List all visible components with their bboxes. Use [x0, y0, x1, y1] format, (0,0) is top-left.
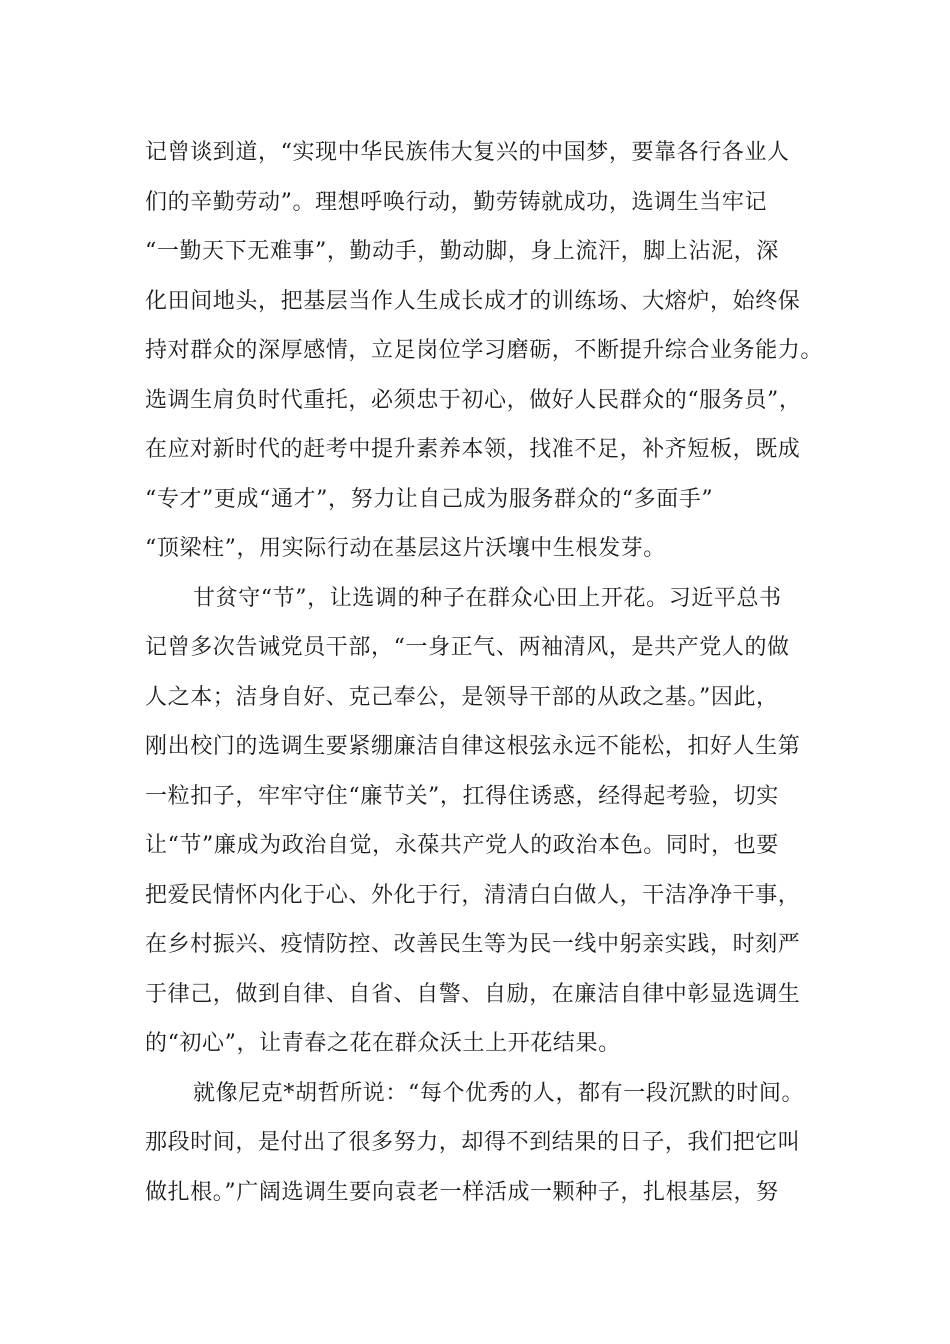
text-line: “顶梁柱”，用实际行动在基层这片沃壤中生根发芽。	[145, 536, 666, 561]
text-line: 记曾多次告诫党员干部，“一身正气、两袖清风，是共产党人的做	[145, 635, 790, 660]
text-line: 那段时间，是付出了很多努力，却得不到结果的日子，我们把它叫	[145, 1130, 801, 1155]
text-line: 选调生肩负时代重托，必须忠于初心，做好人民群众的“服务员”，	[145, 387, 802, 413]
text-line: 记曾谈到道，“实现中华民族伟大复兴的中国梦，要靠各行各业人	[145, 140, 790, 165]
text-line: 做扎根。”广阔选调生要向袁老一样活成一颗种子，扎根基层，努	[145, 1179, 779, 1205]
text-line: 于律己，做到自律、自省、自警、自励，在廉洁自律中彰显选调生	[145, 981, 801, 1007]
paragraph-3	[145, 1069, 810, 1218]
text-line: 化田间地头，把基层当作人生成长成才的训练场、大熔炉，始终保	[145, 288, 801, 314]
text-line: 持对群众的深厚感情，立足岗位学习磨砺，不断提升综合业务能力。	[145, 338, 824, 363]
text-line: 刚出校门的选调生要紧绷廉洁自律这根弦永远不能松，扣好人生第	[145, 734, 801, 759]
text-line: 们的辛勤劳动”。理想呼唤行动，勤劳铸就成功，选调生当牢记	[145, 189, 768, 215]
text-line: 甘贫守“节”，让选调的种子在群众心田上开花。习近平总书	[193, 585, 782, 611]
text-line: “一勤天下无难事”，勤动手，勤动脚，身上流汗，脚上沾泥，深	[145, 239, 779, 264]
text-line: 的“初心”，让青春之花在群众沃土上开花结果。	[145, 1031, 621, 1056]
text-line: “专才”更成“通才”，努力让自己成为服务群众的“多面手”	[145, 486, 714, 512]
text-line: 就像尼克*胡哲所说：“每个优秀的人，都有一段沉默的时间。	[193, 1080, 805, 1106]
text-line: 在乡村振兴、疫情防控、改善民生等为民一线中躬亲实践，时刻严	[145, 932, 801, 957]
paragraph-1	[145, 128, 824, 574]
document-body	[145, 128, 824, 1217]
text-line: 把爱民情怀内化于心、外化于行，清清白白做人，干洁净净干事，	[145, 882, 801, 908]
paragraph-2	[145, 574, 810, 1069]
text-line: 人之本；洁身自好、克己奉公，是领导干部的从政之基。”因此，	[145, 684, 779, 710]
text-line: 一粒扣子，牢牢守住“廉节关”，扛得住诱惑，经得起考验，切实	[145, 783, 779, 809]
text-line: 在应对新时代的赶考中提升素养本领，找准不足，补齐短板，既成	[145, 437, 801, 462]
text-line: 让“节”廉成为政治自觉，永葆共产党人的政治本色。同时，也要	[145, 833, 779, 858]
